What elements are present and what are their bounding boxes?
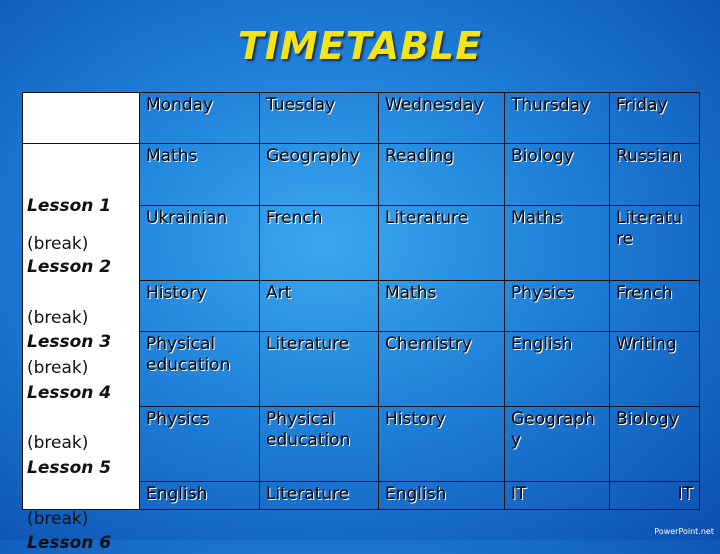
subject-cell: Maths xyxy=(505,206,610,281)
lesson-labels-column xyxy=(23,144,140,553)
subject-cell: Physics xyxy=(140,407,260,482)
break-label: (break) xyxy=(27,358,89,378)
subject-cell: English xyxy=(505,332,610,407)
subject-cell: Literatu re xyxy=(610,206,700,281)
break-label: (break) xyxy=(27,234,89,254)
watermark: PowerPoint.net xyxy=(654,527,714,536)
subject-cell: Chemistry xyxy=(379,332,505,407)
subject-cell: English xyxy=(140,482,260,510)
subject-cell: Maths xyxy=(379,281,505,332)
subject-cell: Biology xyxy=(610,407,700,482)
break-label: (break) xyxy=(27,433,89,453)
day-header: Wednesday xyxy=(379,93,505,144)
subject-cell: IT xyxy=(610,482,700,510)
subject-cell: Art xyxy=(260,281,379,332)
lesson-label: Lesson 5 xyxy=(27,458,112,478)
break-label: (break) xyxy=(27,509,89,529)
subject-cell: IT xyxy=(505,482,610,510)
lesson-label: Lesson 1 xyxy=(27,196,112,216)
subject-cell: Writing xyxy=(610,332,700,407)
subject-cell: Ukrainian xyxy=(140,206,260,281)
header-row xyxy=(23,93,700,144)
subject-cell: Maths xyxy=(140,144,260,206)
lesson-label: Lesson 6 xyxy=(27,533,112,553)
lesson-label: Lesson 2 xyxy=(27,257,112,277)
subject-cell: Geograph y xyxy=(505,407,610,482)
subject-cell: History xyxy=(140,281,260,332)
day-header: Friday xyxy=(610,93,700,144)
day-header: Tuesday xyxy=(260,93,379,144)
subject-cell: History xyxy=(379,407,505,482)
lesson-label: Lesson 4 xyxy=(27,383,112,403)
break-label: (break) xyxy=(27,308,89,328)
subject-cell: Literature xyxy=(379,206,505,281)
subject-cell: Reading xyxy=(379,144,505,206)
subject-cell: Literature xyxy=(260,332,379,407)
subject-cell: Geography xyxy=(260,144,379,206)
subject-cell: French xyxy=(610,281,700,332)
lesson-label: Lesson 3 xyxy=(27,332,112,352)
subject-cell: Physical education xyxy=(260,407,379,482)
subject-cell: Literature xyxy=(260,482,379,510)
subject-cell: English xyxy=(379,482,505,510)
table-row xyxy=(23,144,700,206)
subject-cell: Biology xyxy=(505,144,610,206)
subject-cell: Russian xyxy=(610,144,700,206)
subject-cell: Physics xyxy=(505,281,610,332)
subject-cell: Physical education xyxy=(140,332,260,407)
subject-cell: French xyxy=(260,206,379,281)
day-header: Monday xyxy=(140,93,260,144)
page-title: TIMETABLE xyxy=(237,24,483,68)
corner-cell xyxy=(23,93,140,144)
day-header: Thursday xyxy=(505,93,610,144)
